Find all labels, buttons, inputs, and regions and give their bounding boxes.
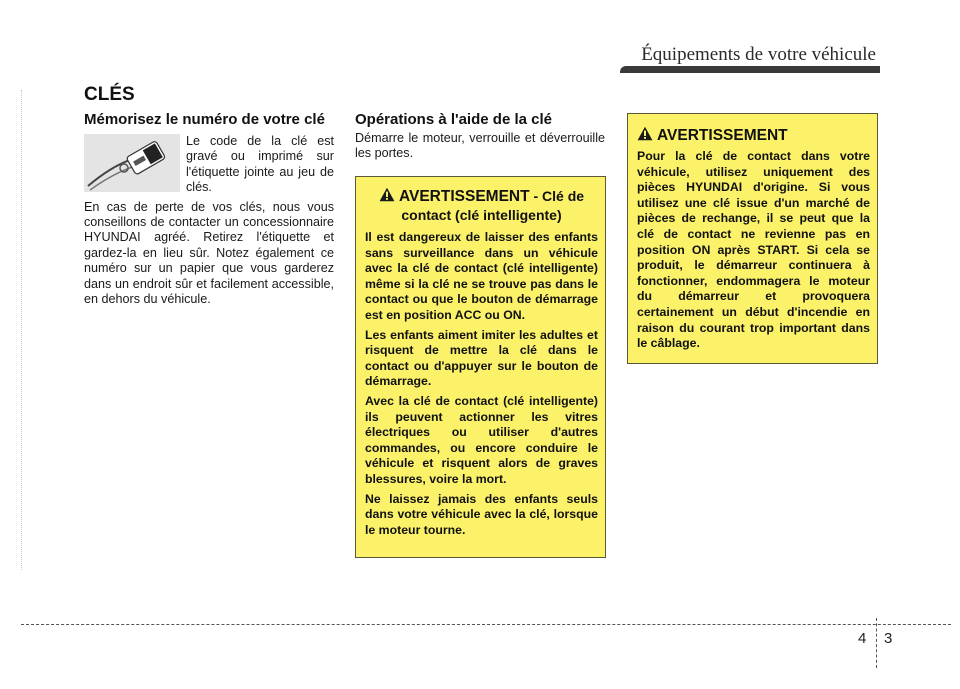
memorize-column — [84, 111, 334, 307]
operations-text: Démarre le moteur, verrouille et déverrouille les portes. — [355, 131, 605, 161]
warning-paragraph: Ne laissez jamais des enfants seuls dans votre véhicule avec la clé, lorsque le moteur tourne. — [365, 491, 598, 537]
warning-triangle-icon — [637, 126, 653, 141]
footer-rule — [21, 624, 951, 625]
page-number: 3 — [884, 630, 893, 647]
memorize-paragraph-1: Le code de la clé est gravé ou imprimé sur l'étiquette jointe au jeu de clés. — [186, 134, 334, 195]
chapter-title: Équipements de votre véhicule — [641, 44, 876, 65]
page-number-divider — [876, 618, 877, 668]
warning-paragraph: Avec la clé de contact (clé intelligente) ils peuvent actionner les vitres électriques ou utiliser d'autres commandes, ou encore conduire le véhicule et risquent alors de graves blessures, voire la mort. — [365, 393, 598, 486]
left-margin-rule — [21, 90, 22, 570]
warning-title-suffix: - Clé de — [529, 188, 585, 204]
warning-paragraph: Les enfants aiment imiter les adultes et risquent de mettre la clé dans le contact ou d'appuyer sur le bouton de démarrage. — [365, 327, 598, 389]
header-rule — [620, 66, 880, 73]
warning-title-line2: contact (clé intelligente) — [401, 207, 562, 223]
operations-column — [355, 111, 605, 162]
key-tag-illustration — [84, 134, 180, 192]
warning-title-text: AVERTISSEMENT — [657, 127, 788, 144]
warning-paragraph: Pour la clé de contact dans votre véhicule, utilisez uniquement des pièces HYUNDAI d'origine. Si vous utilisez une clé issue d'un marché de pièces de rechange, il se peut que la clé de contact ne revienne pas en position ON après START. Si cela se produit, le démarreur continuera à fonctionner, endommagera le moteur du démarreur et provoquera certainement un début d'incendie en raison du courant trop important dans le câblage. — [637, 149, 870, 351]
memorize-heading: Mémorisez le numéro de votre clé — [84, 111, 325, 128]
section-title: CLÉS — [84, 84, 135, 105]
memorize-paragraph-2: En cas de perte de vos clés, nous vous conseillons de contacter un concessionnaire HYUNDAI agréé. Retirez l'étiquette et gardez-la en lieu sûr. Notez également ce numéro sur un papier que vous garderez dans un endroit sûr et facilement accessible, en dehors du véhicule. — [84, 199, 334, 307]
chapter-number: 4 — [858, 630, 867, 647]
warning-box-genuine-parts — [627, 113, 878, 364]
warning-title — [637, 126, 870, 145]
warning-triangle-icon — [379, 187, 395, 202]
warning-box-smart-key — [355, 176, 606, 558]
warning-paragraph: Il est dangereux de laisser des enfants sans surveillance dans un véhicule avec la clé de contact (clé intelligente) même si la clé ne se trouve pas dans le contact ou que le bouton de démarrage est en position ACC ou ON. — [365, 230, 598, 322]
warning-title-text: AVERTISSEMENT — [398, 188, 530, 205]
key-tag-image — [84, 134, 180, 192]
warning-title — [365, 187, 598, 224]
operations-heading: Opérations à l'aide de la clé — [355, 111, 552, 128]
